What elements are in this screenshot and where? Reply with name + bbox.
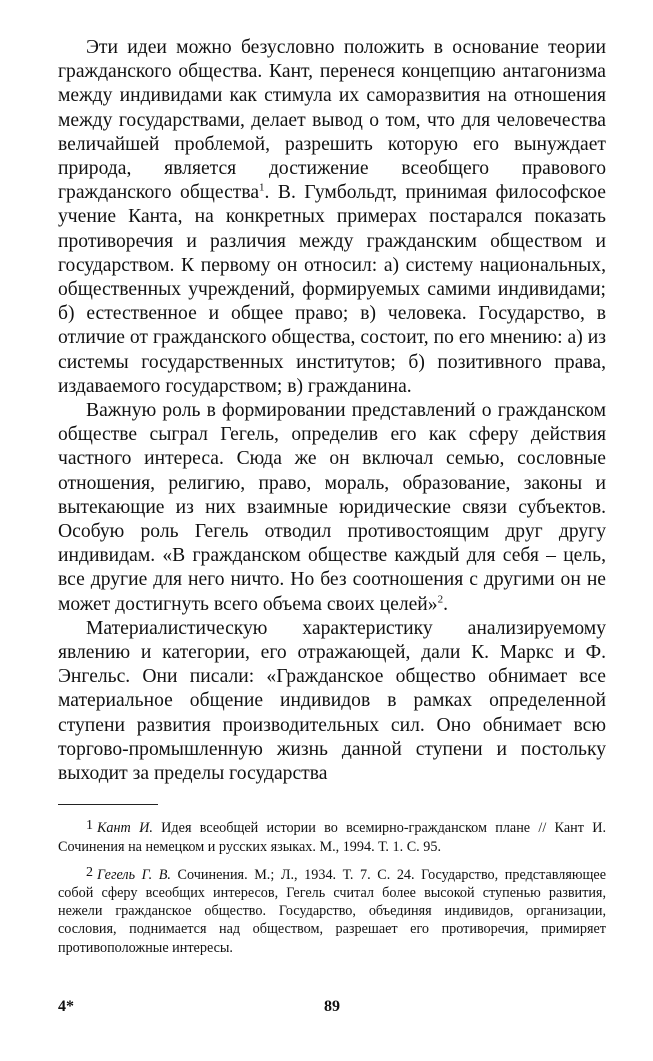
paragraph-text: Важную роль в формировании представлений о гражданском обществе сыграл Гегель, определив его как сферу действия частного интереса. Сюда же он включал семью, сословные отношения, религию, право, мораль, образование, законы и вытекающие из них взаимные юридические связи субъектов. Особую роль Гегель отводил противостоящим друг другу индивидам. «В гражданском обществе каждый для себя – цель, все другие для него ничто. Но без соотношения с другими он не может достигнуть всего объема своих целей» xyxy=(58,400,606,615)
paragraph-2 xyxy=(58,399,606,617)
footnote-number: 2 xyxy=(86,864,93,880)
footnote-ref-1: 1 xyxy=(259,181,265,194)
page-content xyxy=(58,36,606,965)
footnote-author: Гегель Г. В. xyxy=(97,866,171,883)
footnote-author: Кант И. xyxy=(97,820,153,837)
page-number: 89 xyxy=(324,998,340,1015)
footnote-divider xyxy=(58,804,158,805)
paragraph-tail: . xyxy=(443,593,448,615)
footnote-2 xyxy=(58,864,606,957)
paragraph-tail: . В. Гумбольдт, принимая философское учение Канта, на конкретных примерах постарался показать противоречия и различия между гражданским обществом и государством. К первому он относил: а) систему национальных, общественных учреждений, формируемых самими индивидами; б) естественное и общее право; в) человека. Государство, в отличие от гражданского общества, состоит, по его мнению: а) из системы государственных институтов; б) позитивного права, издаваемого государством; в) гражданина. xyxy=(58,182,607,397)
paragraph-1 xyxy=(58,36,606,399)
footnote-text: Сочинения. М.; Л., 1934. Т. 7. С. 24. Государство, представляющее собой сферу всеобщих интересов, Гегель считал более высокой ступенью развития, нежели гражданское общество. Государство, объединяя индивидов, организации, сословия, поднимается над обществом, разрешает его противоречия, примиряет противоположные интересы. xyxy=(58,866,606,956)
page-footer xyxy=(58,998,606,1022)
footnote-ref-2: 2 xyxy=(437,593,444,606)
footnotes xyxy=(58,817,606,956)
paragraph-text: Эти идеи можно безусловно положить в основание теории гражданского общества. Кант, перенеся концепцию антагонизма между индивидами как стимула их саморазвития на отношения между государствами, делает вывод о том, что для человечества величайшей проблемой, разрешить которую его вынуждает природа, является достижение всеобщего правового гражданского общества xyxy=(58,37,606,204)
footnote-number: 1 xyxy=(86,818,93,834)
footnote-text: Идея всеобщей истории во всемирно-гражданском плане // Кант И. Сочинения на немецком и русских языках. М., 1994. Т. 1. С. 95. xyxy=(58,820,606,855)
body-text xyxy=(58,36,606,786)
signature-mark: 4* xyxy=(58,998,74,1015)
paragraph-3 xyxy=(58,617,606,786)
paragraph-text: Материалистическую характеристику анализируемому явлению и категории, его отражающей, дали К. Маркс и Ф. Энгельс. Они писали: «Гражданское общество обнимает все материальное общение индивидов в рамках определенной ступени развития производительных сил. Оно обнимает всю торгово-промышленную жизнь данной ступени и постольку выходит за пределы государства xyxy=(58,617,606,785)
footnote-1 xyxy=(58,817,606,855)
